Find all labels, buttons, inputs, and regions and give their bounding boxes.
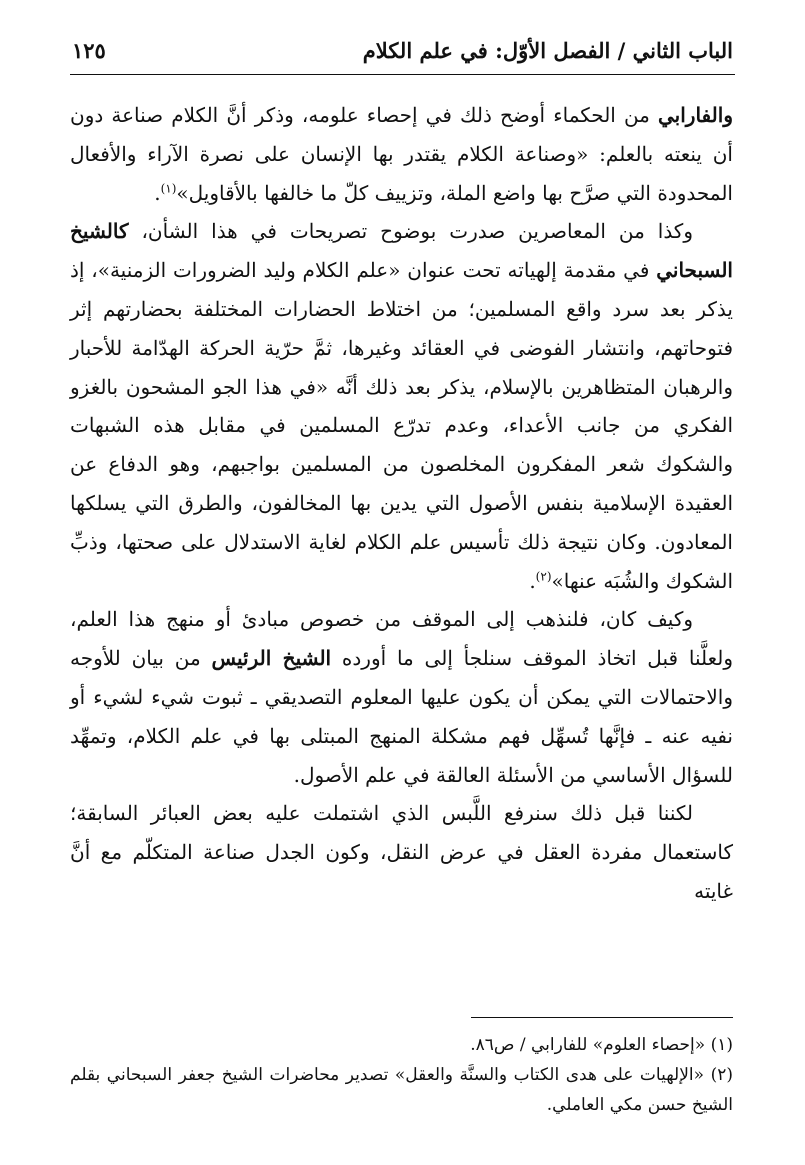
running-head xyxy=(72,30,733,70)
paragraph-1-end: . xyxy=(154,180,161,205)
footnote-2 xyxy=(70,1060,733,1120)
footnote-number: (٢) xyxy=(710,1065,733,1085)
paragraph-2 xyxy=(70,212,733,600)
footnote-ref-1[interactable]: (١) xyxy=(160,180,177,195)
footnote-text: «الإلهيات على هدى الكتاب والسنَّة والعقل» تصدير محاضرات الشيخ جعفر السبحاني بقلم الشيخ حسن مكي العاملي. xyxy=(70,1065,733,1115)
bold-term-farabi: والفارابي xyxy=(658,103,733,127)
footnotes xyxy=(70,1030,733,1120)
paragraph-2-end: . xyxy=(529,568,536,593)
paragraph-4-text: لكننا قبل ذلك سنرفع اللَّبس الذي اشتملت عليه بعض العبائر السابقة؛ كاستعمال مفردة العقل في عرض النقل، وكون الجدل صناعة المتكلّم مع أنَّ غايته xyxy=(70,801,733,903)
paragraph-4 xyxy=(70,794,733,910)
paragraph-3 xyxy=(70,600,733,794)
paragraph-2-text-a: وكذا من المعاصرين صدرت بوضوح تصريحات في هذا الشأن، xyxy=(128,219,693,244)
footnote-ref-2[interactable]: (٢) xyxy=(535,568,552,583)
paragraph-1 xyxy=(70,96,733,212)
page-number: ١٢٥ xyxy=(72,37,106,63)
footnote-number: (١) xyxy=(710,1035,733,1055)
footnote-1 xyxy=(70,1030,733,1060)
footnote-text: «إحصاء العلوم» للفارابي / ص٨٦. xyxy=(470,1035,706,1055)
chapter-title: الباب الثاني / الفصل الأوّل: في علم الكلام xyxy=(362,37,733,63)
header-divider xyxy=(70,74,735,75)
paragraph-2-text-b: في مقدمة إلهياته تحت عنوان «علم الكلام وليد الضرورات الزمنية»، إذ يذكر بعد سرد واقع المسلمين؛ من اختلاط الحضارات المختلفة بحضارتهم إثر فتوحاتهم، وانتشار الفوضى في العقائد وغيرها، ثمَّ حرّية الحركة الهدّامة للأحبار والرهبان المتظاهرين بالإسلام، يذكر بعد ذلك أنَّه «في هذا الجو المشحون بالغزو الفكري من جانب الأعداء، وعدم تدرّع المسلمين في مقابل هذه الشبهات والشكوك شعر المفكرون المخلصون من المسلمين بواجبهم، وهو الدفاع عن العقيدة الإسلامية بنفس الأصول التي يدين بها المخالفون، والطرق التي يسلكها المعادون. وكان نتيجة ذلك تأسيس علم الكلام لغاية الاستدلال على صحتها، وذبِّ الشكوك والشُبَه عنها» xyxy=(70,258,733,593)
paragraph-1-text: من الحكماء أوضح ذلك في إحصاء علومه، وذكر أنَّ الكلام صناعة دون أن ينعته بالعلم: «وصناعة الكلام يقتدر بها الإنسان على نصرة الآراء والأفعال المحدودة التي صرَّح بها واضع الملة، وتزييف كلّ ما خالفها بالأقاويل» xyxy=(70,103,733,205)
bold-term-sobhani: كالشيخ السبحاني xyxy=(70,219,733,283)
main-text xyxy=(70,96,733,911)
paragraph-3-text-b: من بيان للأوجه والاحتمالات التي يمكن أن يكون عليها المعلوم التصديقي ـ ثبوت شيء لشيء أو نفيه عنه ـ فإنَّها تُسهِّل فهم مشكلة المنهج المبتلى بها في علم الكلام، وتمهِّد للسؤال الأساسي من الأسئلة العالقة في علم الأصول. xyxy=(70,646,733,787)
footnote-divider xyxy=(471,1017,733,1018)
paragraph-3-text-a: وكيف كان، فلنذهب إلى الموقف من خصوص مبادئ أو منهج هذا العلم، ولعلَّنا قبل اتخاذ الموقف سنلجأ إلى ما أورده xyxy=(70,607,733,671)
bold-term-shaykh-rais: الشيخ الرئيس xyxy=(211,646,332,671)
